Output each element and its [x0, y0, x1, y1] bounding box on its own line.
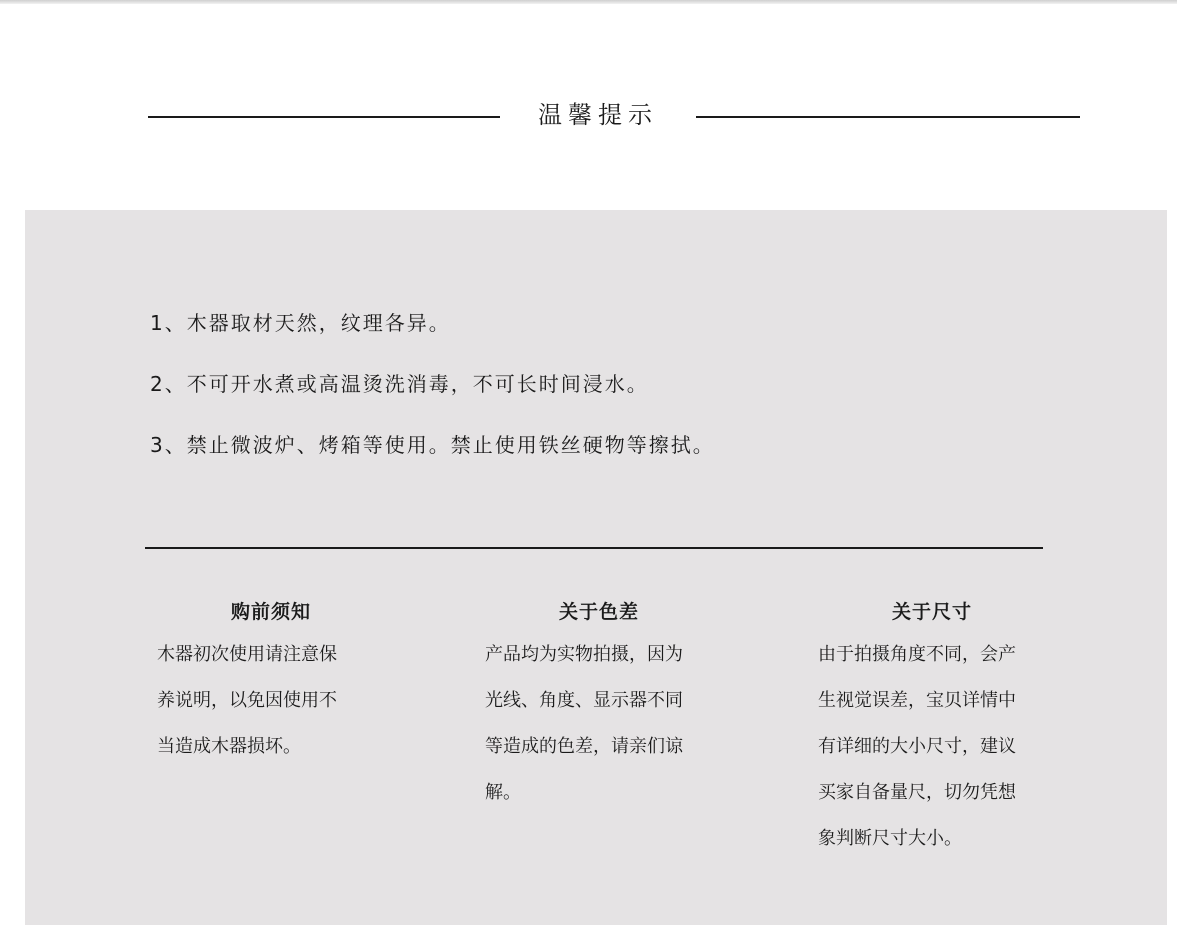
column-text-line: 有详细的大小尺寸，建议 — [818, 736, 1016, 757]
column-color-difference — [485, 596, 713, 816]
column-size — [818, 596, 1046, 862]
column-before-purchase — [157, 596, 385, 770]
column-text-line: 产品均为实物拍摄，因为 — [485, 644, 683, 665]
note-item: 3、禁止微波炉、烤箱等使用。禁止使用铁丝硬物等擦拭。 — [150, 433, 715, 457]
top-edge-shadow — [0, 0, 1177, 4]
column-text-line: 等造成的色差，请亲们谅 — [485, 736, 683, 757]
column-title: 关于色差 — [558, 601, 639, 623]
column-text-line: 生视觉误差，宝贝详情中 — [818, 690, 1016, 711]
page-title: 温馨提示 — [538, 101, 658, 129]
note-item: 1、木器取材天然，纹理各异。 — [150, 311, 451, 335]
column-title: 关于尺寸 — [891, 601, 972, 623]
column-title: 购前须知 — [230, 601, 311, 623]
column-text-line: 由于拍摄角度不同，会产 — [818, 644, 1016, 665]
column-text-line: 当造成木器损坏。 — [157, 736, 301, 757]
column-text-line: 养说明，以免因使用不 — [157, 690, 337, 711]
header-rule-right — [696, 116, 1080, 118]
column-text-line: 买家自备量尺，切勿凭想 — [818, 782, 1016, 803]
header-rule-left — [148, 116, 500, 118]
column-text-line: 象判断尺寸大小。 — [818, 828, 962, 849]
notes-list — [150, 306, 715, 489]
column-text-line: 木器初次使用请注意保 — [157, 644, 337, 665]
column-text-line: 解。 — [485, 782, 521, 803]
section-divider — [145, 547, 1043, 549]
column-text-line: 光线、角度、显示器不同 — [485, 690, 683, 711]
note-item: 2、不可开水煮或高温烫洗消毒，不可长时间浸水。 — [150, 372, 649, 396]
